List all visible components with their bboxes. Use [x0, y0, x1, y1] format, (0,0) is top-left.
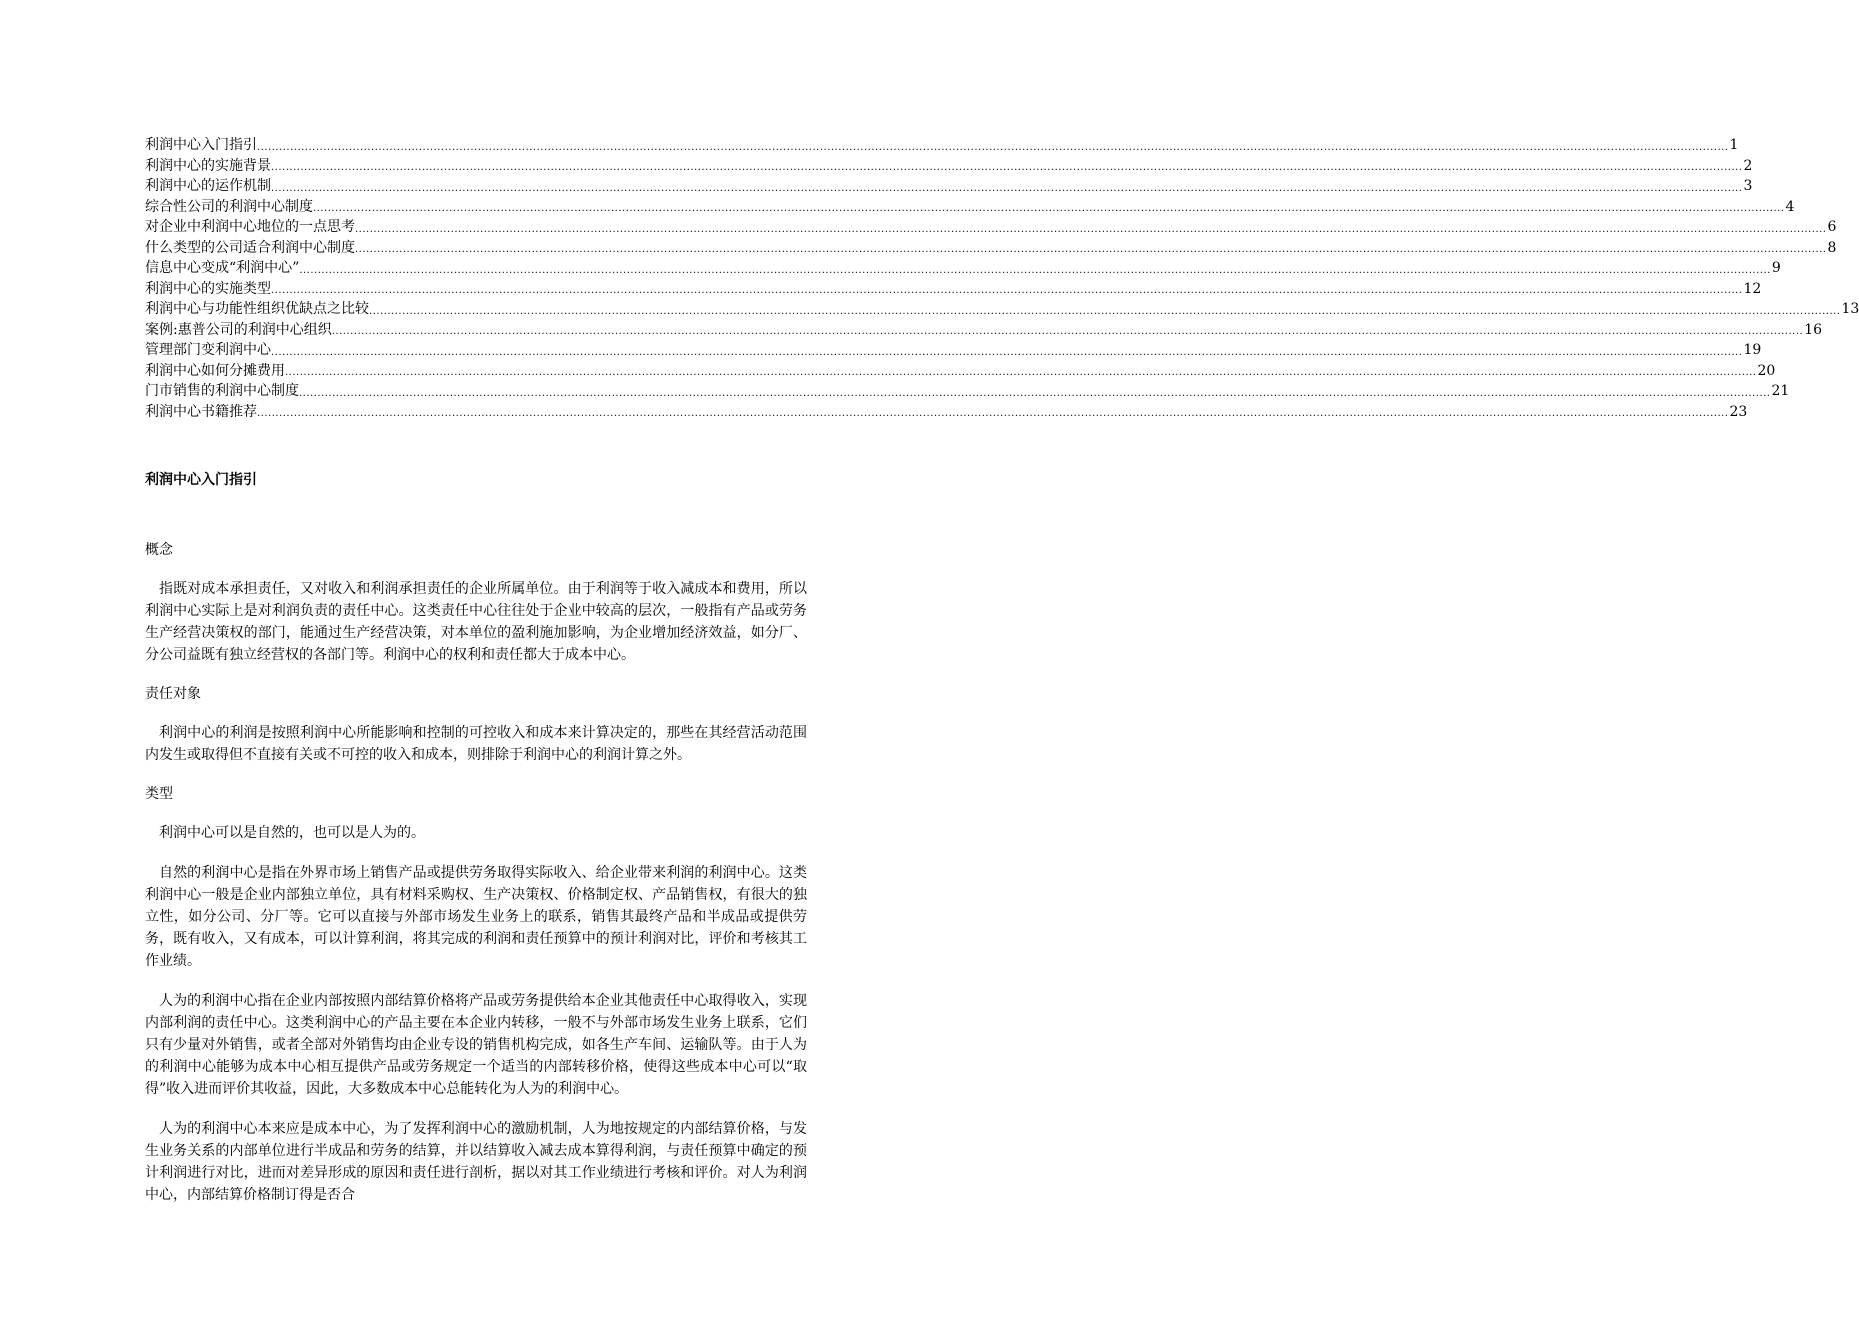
toc-leader: ................................................................................................................................................................................................................................................................................................................................................................................................................	[257, 408, 1729, 419]
toc-entry-page: 9	[1771, 260, 1781, 276]
toc-entry[interactable]	[145, 299, 1859, 320]
toc-leader: ................................................................................................................................................................................................................................................................................................................................................................................................................	[285, 367, 1757, 378]
toc-entry-page: 23	[1729, 403, 1748, 420]
toc-entry-page: 16	[1804, 321, 1823, 338]
toc-leader: ................................................................................................................................................................................................................................................................................................................................................................................................................	[355, 244, 1827, 255]
toc-leader: ................................................................................................................................................................................................................................................................................................................................................................................................................	[271, 182, 1743, 194]
toc-entry-title: 利润中心书籍推荐	[145, 403, 257, 420]
toc-entry[interactable]	[145, 176, 1753, 197]
toc-entry-title: 案例:惠普公司的利润中心组织	[145, 321, 332, 338]
type-label: 类型	[145, 786, 173, 802]
concept-paragraph: 指既对成本承担责任，又对收入和利润承担责任的企业所属单位。由于利润等于收入减成本和费用，所以利润中心实际上是对利润负责的责任中心。这类责任中心往往处于企业中较高的层次，一般指有产品或劳务生产经营决策权的部门，能通过生产经营决策，对本单位的盈利施加影响，为企业增加经济效益，如分厂、分公司益既有独立经营权的各部门等。利润中心的权利和责任都大于成本中心。	[145, 581, 807, 663]
toc-entry-page: 12	[1743, 280, 1762, 297]
toc-entry-title: 信息中心变成“利润中心”	[145, 260, 300, 276]
type-intro-paragraph: 利润中心可以是自然的，也可以是人为的。	[159, 825, 425, 841]
toc-entry[interactable]	[145, 320, 1823, 341]
toc-leader: ................................................................................................................................................................................................................................................................................................................................................................................................................	[257, 141, 1729, 153]
document-page	[145, 135, 1859, 1203]
toc-entry-title: 利润中心与功能性组织优缺点之比较	[145, 301, 369, 317]
toc-entry[interactable]	[145, 402, 1748, 423]
toc-leader: ................................................................................................................................................................................................................................................................................................................................................................................................................	[369, 305, 1841, 317]
responsibility-object-label: 责任对象	[145, 686, 201, 702]
table-of-contents	[145, 135, 1859, 422]
natural-profit-center-paragraph: 自然的利润中心是指在外界市场上销售产品或提供劳务取得实际收入、给企业带来利润的利润中心。这类利润中心一般是企业内部独立单位，具有材料采购权、生产决策权、价格制定权、产品销售权，有很大的独立性，如分公司、分厂等。它可以直接与外部市场发生业务上的联系，销售其最终产品和半成品或提供劳务，既有收入，又有成本，可以计算利润，将其完成的利润和责任预算中的预计利润对比，评价和考核其工作业绩。	[145, 865, 807, 969]
toc-entry[interactable]	[145, 156, 1753, 177]
toc-entry-page: 20	[1757, 362, 1776, 379]
toc-entry[interactable]	[145, 238, 1837, 259]
toc-entry-page: 4	[1785, 198, 1795, 215]
toc-entry-title: 门市销售的利润中心制度	[145, 383, 299, 399]
toc-entry-page: 13	[1841, 301, 1859, 317]
artificial-profit-center-paragraph-2: 人为的利润中心本来应是成本中心，为了发挥利润中心的激励机制，人为地按规定的内部结算价格，与发生业务关系的内部单位进行半成品和劳务的结算，并以结算收入减去成本算得利润，与责任预算中确定的预计利润进行对比，进而对差异形成的原因和责任进行剖析，据以对其工作业绩进行考核和评价。对人为利润中心，内部结算价格制订得是否合	[145, 1121, 807, 1203]
concept-label: 概念	[145, 542, 173, 558]
toc-entry-title: 利润中心的实施背景	[145, 157, 271, 174]
toc-entry-page: 1	[1729, 137, 1739, 153]
toc-leader: ................................................................................................................................................................................................................................................................................................................................................................................................................	[313, 203, 1785, 214]
toc-entry-page: 19	[1743, 342, 1762, 358]
document-body	[145, 540, 807, 1224]
toc-entry-title: 利润中心的实施类型	[145, 280, 271, 297]
toc-entry[interactable]	[145, 258, 1781, 279]
toc-entry-title: 对企业中利润中心地位的一点思考	[145, 219, 355, 235]
toc-entry[interactable]	[145, 217, 1837, 238]
toc-entry-page: 3	[1743, 178, 1753, 194]
toc-entry-page: 8	[1827, 239, 1837, 256]
toc-entry-title: 管理部门变利润中心	[145, 342, 271, 358]
toc-entry-title: 利润中心的运作机制	[145, 178, 271, 194]
toc-entry-title: 利润中心如何分摊费用	[145, 362, 285, 379]
toc-entry-page: 2	[1743, 157, 1753, 174]
toc-entry[interactable]	[145, 279, 1762, 300]
toc-entry-title: 利润中心入门指引	[145, 137, 257, 153]
toc-leader: ................................................................................................................................................................................................................................................................................................................................................................................................................	[271, 285, 1743, 296]
toc-entry-page: 6	[1827, 219, 1837, 235]
toc-entry[interactable]	[145, 135, 1739, 156]
toc-entry-page: 21	[1771, 383, 1790, 399]
toc-leader: ................................................................................................................................................................................................................................................................................................................................................................................................................	[299, 387, 1771, 399]
artificial-profit-center-paragraph: 人为的利润中心指在企业内部按照内部结算价格将产品或劳务提供给本企业其他责任中心取得收入，实现内部利润的责任中心。这类利润中心的产品主要在本企业内转移，一般不与外部市场发生业务上联系，它们只有少量对外销售，或者全部对外销售均由企业专设的销售机构完成，如各生产车间、运输队等。由于人为的利润中心能够为成本中心相互提供产品或劳务规定一个适当的内部转移价格，使得这些成本中心可以“取得”收入进而评价其收益，因此，大多数成本中心总能转化为人为的利润中心。	[145, 993, 807, 1097]
toc-entry[interactable]	[145, 197, 1795, 218]
toc-leader: ................................................................................................................................................................................................................................................................................................................................................................................................................	[271, 346, 1743, 358]
responsibility-object-paragraph: 利润中心的利润是按照利润中心所能影响和控制的可控收入和成本来计算决定的，那些在其经营活动范围内发生或取得但不直接有关或不可控的收入和成本，则排除于利润中心的利润计算之外。	[145, 725, 807, 763]
toc-entry-title: 综合性公司的利润中心制度	[145, 198, 313, 215]
toc-leader: ................................................................................................................................................................................................................................................................................................................................................................................................................	[355, 223, 1827, 235]
toc-leader: ................................................................................................................................................................................................................................................................................................................................................................................................................	[331, 326, 1804, 337]
toc-leader: ................................................................................................................................................................................................................................................................................................................................................................................................................	[271, 162, 1743, 173]
toc-entry[interactable]	[145, 381, 1790, 402]
section-heading: 利润中心入门指引	[145, 472, 257, 488]
toc-leader: ................................................................................................................................................................................................................................................................................................................................................................................................................	[299, 264, 1771, 276]
toc-entry[interactable]	[145, 340, 1762, 361]
toc-entry-title: 什么类型的公司适合利润中心制度	[145, 239, 355, 256]
toc-entry[interactable]	[145, 361, 1776, 382]
